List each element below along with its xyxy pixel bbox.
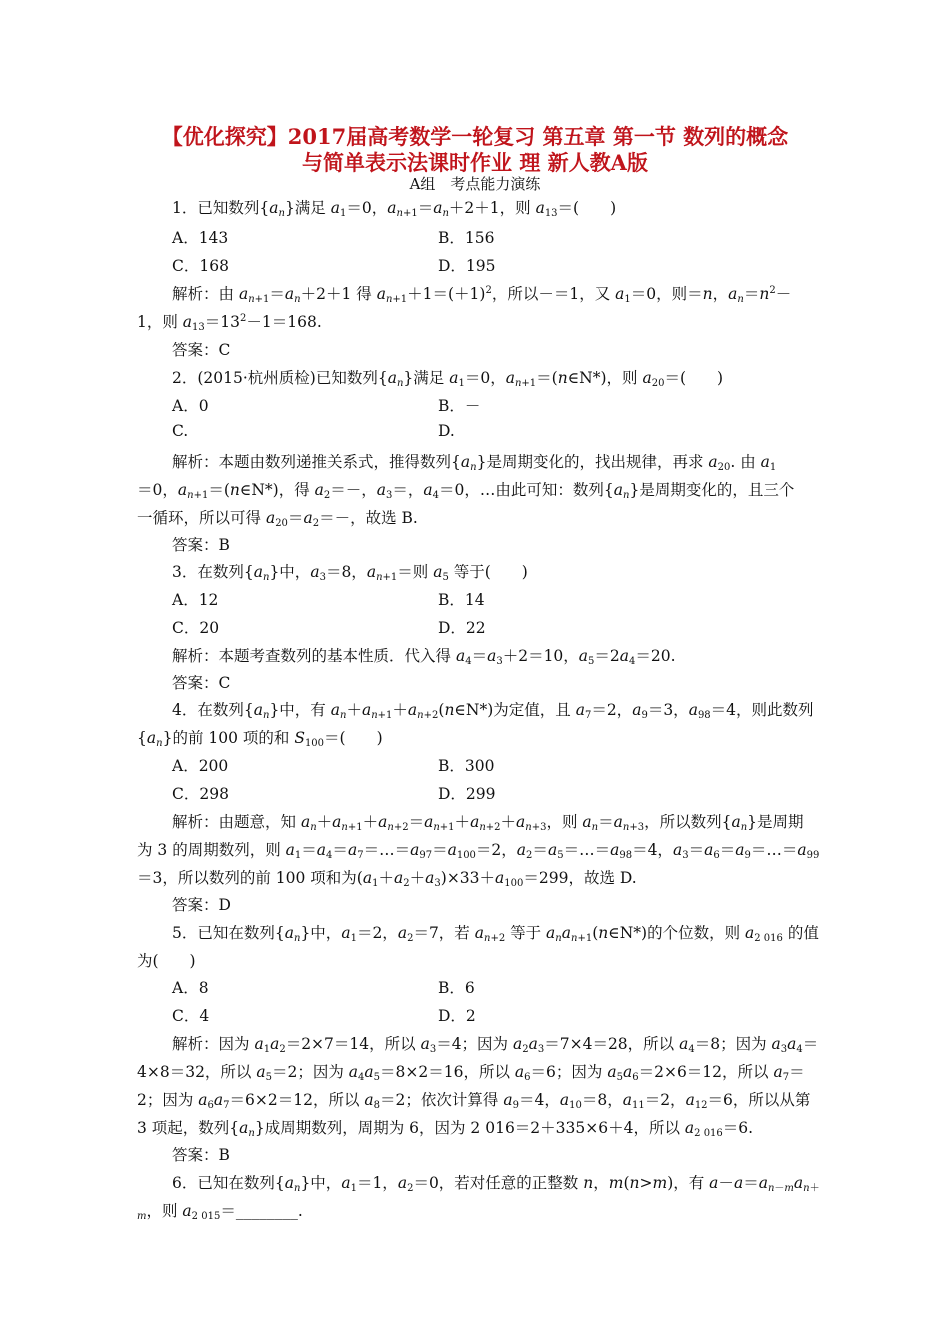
q5-solution-line-2: 4×8＝32，所以 $a_5=2$；因为 $a_4a_5=8\times 2=16$，所以 $a_6=6$；因为 $a_5a_6=2\times 6=12$，所以 $a_7=$ xyxy=(137,1063,805,1083)
q2-answer: 答案：B xyxy=(172,536,230,554)
q4-option-a: A．200 xyxy=(172,757,229,775)
q5-option-a: A．8 xyxy=(172,979,209,997)
q3-option-c: C．20 xyxy=(172,619,220,637)
q1-solution-line-2: 1，则 $a_{13}=13^2-1=168$. xyxy=(137,313,322,333)
q5-stem-line-1: 5．已知在数列$\{a_n\}$中，$a_1=2$，$a_2=7$，若 $a_{n+2}$ 等于 $a_na_{n+1}(n\in N*)$的个位数，则 $a_{2 016}$ 的值 xyxy=(172,924,819,944)
q6-stem-line-1: 6．已知在数列$\{a_n\}$中，$a_1=1$，$a_2=0$，若对任意的正整数 n，m(n>m)，有 $a-a=a_{n-m}a_{n+}$ xyxy=(172,1174,820,1194)
q2-option-c: C. xyxy=(172,422,189,440)
q3-solution: 解析：本题考查数列的基本性质．代入得 $a_4=a_3+2=10$，$a_5=2a_4=20$. xyxy=(172,647,676,667)
q3-answer: 答案：C xyxy=(172,674,231,692)
q4-answer: 答案：D xyxy=(172,896,231,914)
q1-answer: 答案：C xyxy=(172,341,231,359)
q1-option-d: D．195 xyxy=(438,257,496,275)
q6-stem-line-2: $_m$，则 $a_{2 015}=\_\_\_\_\_\_\_\_$. xyxy=(137,1202,303,1222)
q1-solution-line-1: 解析：由 $a_{n+1}=a_n+2+1$ 得 $a_{n+1}+1=(+1)^2$，所以－＝1，又 $a_1=0$，则＝n，$a_n=n^2-$ xyxy=(172,285,792,305)
q2-solution-line-1: 解析：本题由数列递推关系式，推得数列$\{a_n\}$是周期变化的，找出规律，再求 $a_{20}$. 由 $a_1$ xyxy=(172,453,777,473)
q1-option-a: A．143 xyxy=(172,229,229,247)
q2-option-b: B．－ xyxy=(438,397,481,415)
q3-option-a: A．12 xyxy=(172,591,219,609)
q2-option-d: D. xyxy=(438,422,455,440)
q4-option-d: D．299 xyxy=(438,785,496,803)
q5-solution-line-3: 2；因为 $a_6a_7=6\times 2=12$，所以 $a_8=2$；依次计算得 $a_9=4$，$a_{10}=8$，$a_{11}=2$，$a_{12}=6$，所以从第 xyxy=(137,1091,811,1111)
q2-solution-line-3: 一循环，所以可得 $a_{20}=a_2=-$，故选 B. xyxy=(137,509,418,529)
q4-option-c: C．298 xyxy=(172,785,229,803)
q4-solution-line-1: 解析：由题意，知 $a_n+a_{n+1}+a_{n+2}=a_{n+1}+a_{n+2}+a_{n+3}$，则 $a_n=a_{n+3}$，所以数列$\{a_n\}$是周期 xyxy=(172,813,804,833)
q4-solution-line-2: 为 3 的周期数列，则 $a_1=a_4=a_7=\dots=a_{97}=a_{100}=2$，$a_2=a_5=\dots=a_{98}=4$，$a_3=a_6=a_9=\dots=a_{99}$ xyxy=(137,841,820,861)
q5-stem-line-2: 为( ) xyxy=(137,952,196,970)
document-title-line-2: 与简单表示法课时作业 理 新人教A版 xyxy=(302,150,648,175)
q3-option-b: B．14 xyxy=(438,591,485,609)
q4-stem-line-2: $\{a_n\}$的前 100 项的和 $S_{100}=$( ) xyxy=(137,729,383,749)
q3-option-d: D．22 xyxy=(438,619,486,637)
q4-stem-line-1: 4．在数列$\{a_n\}$中，有 $a_n+a_{n+1}+a_{n+2}(n\in N*)$为定值，且 $a_7=2$，$a_9=3$，$a_{98}=4$，则此数列 xyxy=(172,701,814,721)
section-heading: A组 考点能力演练 xyxy=(409,175,541,193)
q5-option-b: B．6 xyxy=(438,979,475,997)
q5-option-d: D．2 xyxy=(438,1007,476,1025)
q5-answer: 答案：B xyxy=(172,1146,230,1164)
document-title-line-1: 【优化探究】2017届高考数学一轮复习 第五章 第一节 数列的概念 xyxy=(161,124,789,149)
q1-stem: 1．已知数列$\{a_n\}$满足 $a_1=0$，$a_{n+1}=a_n+2+1$，则 $a_{13}=$( ) xyxy=(172,199,617,219)
q2-stem: 2．(2015·杭州质检)已知数列$\{a_n\}$满足 $a_1=0$，$a_{n+1}=(n\in N*)$，则 $a_{20}=$( ) xyxy=(172,369,724,389)
q5-solution-line-4: 3 项起，数列$\{a_n\}$成周期数列，周期为 6，因为 2 016＝2＋335×6＋4，所以 $a_{2 016}=6$. xyxy=(137,1119,754,1139)
q1-option-c: C．168 xyxy=(172,257,229,275)
q2-option-a: A．0 xyxy=(172,397,209,415)
q1-option-b: B．156 xyxy=(438,229,495,247)
q4-option-b: B．300 xyxy=(438,757,495,775)
q5-solution-line-1: 解析：因为 $a_1a_2=2\times 7=14$，所以 $a_3=4$；因为 $a_2a_3=7\times 4=28$，所以 $a_4=8$；因为 $a_3a_4=$ xyxy=(172,1035,819,1055)
q3-stem: 3．在数列$\{a_n\}$中，$a_3=8$，$a_{n+1}=$则 $a_5$ 等于( ) xyxy=(172,563,528,583)
q5-option-c: C．4 xyxy=(172,1007,210,1025)
q2-solution-line-2: ＝0，$a_{n+1}=(n\in N*)$，得 $a_2=-$，$a_3=$，$a_4=0$，…由此可知：数列$\{a_n\}$是周期变化的，且三个 xyxy=(137,481,795,501)
q4-solution-line-3: ＝3，所以数列的前 100 项和为$(a_1+a_2+a_3)\times 33+a_{100}=299$，故选 D. xyxy=(137,869,637,889)
